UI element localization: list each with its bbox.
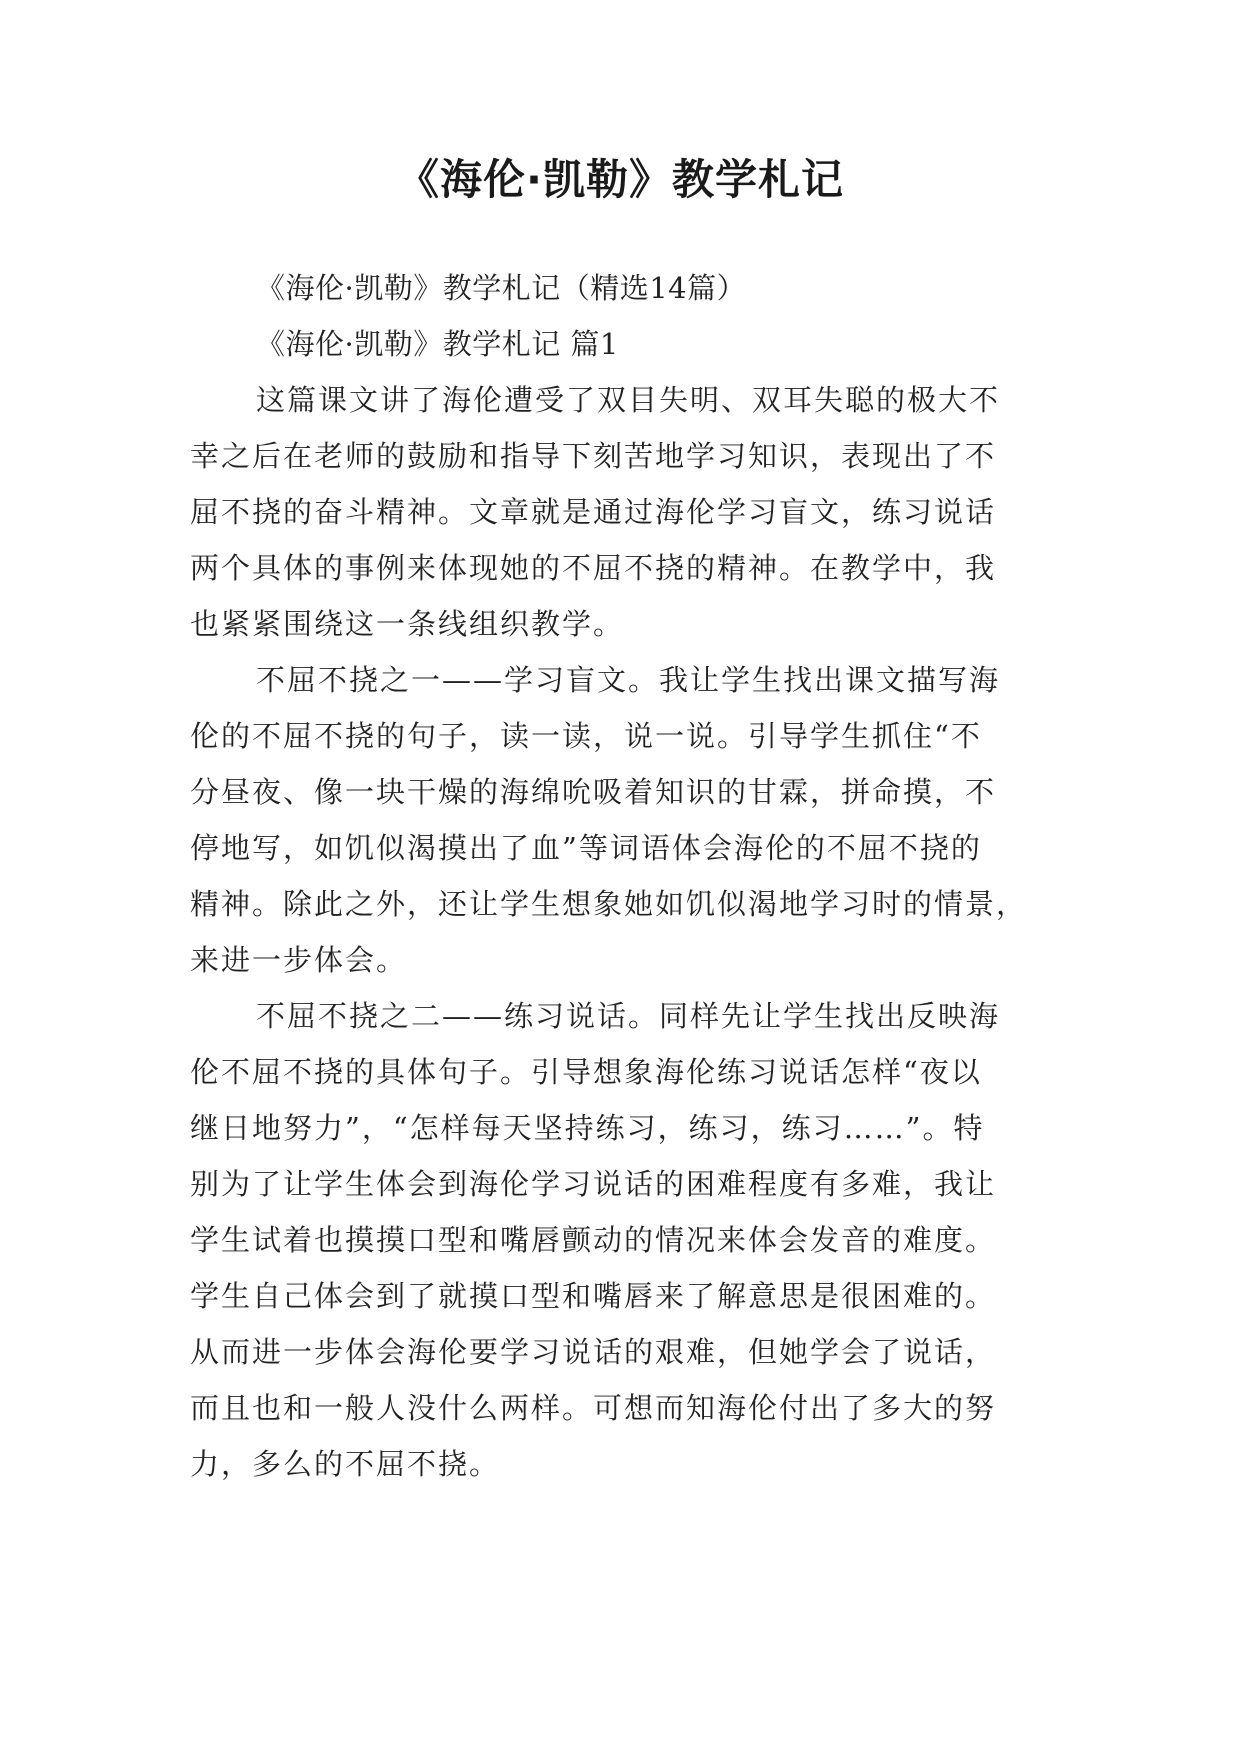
- paragraph-line: 精神。除此之外，还让学生想象她如饥似渴地学习时的情景，: [190, 887, 1028, 921]
- paragraph-line: 也紧紧围绕这一条线组织教学。: [190, 607, 625, 641]
- paragraph-line: 不屈不挠之二——练习说话。同样先让学生找出反映海: [256, 999, 1001, 1033]
- paragraph-line: 别为了让学生体会到海伦学习说话的困难程度有多难，我让: [190, 1167, 997, 1201]
- document-title: 《海伦·凯勒》教学札记: [397, 155, 844, 204]
- paragraph-line: 学生试着也摸摸口型和嘴唇颤动的情况来体会发音的难度。: [190, 1223, 997, 1257]
- paragraph-line: 来进一步体会。: [190, 943, 408, 977]
- paragraph-line: 这篇课文讲了海伦遭受了双目失明、双耳失聪的极大不: [256, 383, 1001, 417]
- paragraph-line: 屈不挠的奋斗精神。文章就是通过海伦学习盲文，练习说话: [190, 495, 997, 529]
- section-heading: 《海伦·凯勒》教学札记 篇1: [256, 327, 619, 361]
- document-body: [190, 260, 1070, 1492]
- paragraph-line: 分昼夜、像一块干燥的海绵吮吸着知识的甘霖，拼命摸，不: [190, 775, 997, 809]
- paragraph-line: 继日地努力”，“怎样每天坚持练习，练习，练习……”。特: [190, 1111, 985, 1145]
- paragraph-line: 学生自己体会到了就摸口型和嘴唇来了解意思是很困难的。: [190, 1279, 997, 1313]
- paragraph-line: 伦的不屈不挠的句子，读一读，说一说。引导学生抓住“不: [190, 719, 982, 753]
- paragraph-line: 伦不屈不挠的具体句子。引导想象海伦练习说话怎样“夜以: [190, 1055, 982, 1089]
- paragraph-line: 力，多么的不屈不挠。: [190, 1447, 501, 1481]
- paragraph-line: 而且也和一般人没什么两样。可想而知海伦付出了多大的努: [190, 1391, 997, 1425]
- paragraph-line: 不屈不挠之一——学习盲文。我让学生找出课文描写海: [256, 663, 1001, 697]
- paragraph-line: 从而进一步体会海伦要学习说话的艰难，但她学会了说话，: [190, 1335, 997, 1369]
- paragraph-line: 停地写，如饥似渴摸出了血”等词语体会海伦的不屈不挠的: [190, 831, 982, 865]
- paragraph-line: 两个具体的事例来体现她的不屈不挠的精神。在教学中，我: [190, 551, 997, 585]
- paragraph-line: 幸之后在老师的鼓励和指导下刻苦地学习知识，表现出了不: [190, 439, 997, 473]
- subtitle-line: 《海伦·凯勒》教学札记（精选14篇）: [256, 271, 747, 305]
